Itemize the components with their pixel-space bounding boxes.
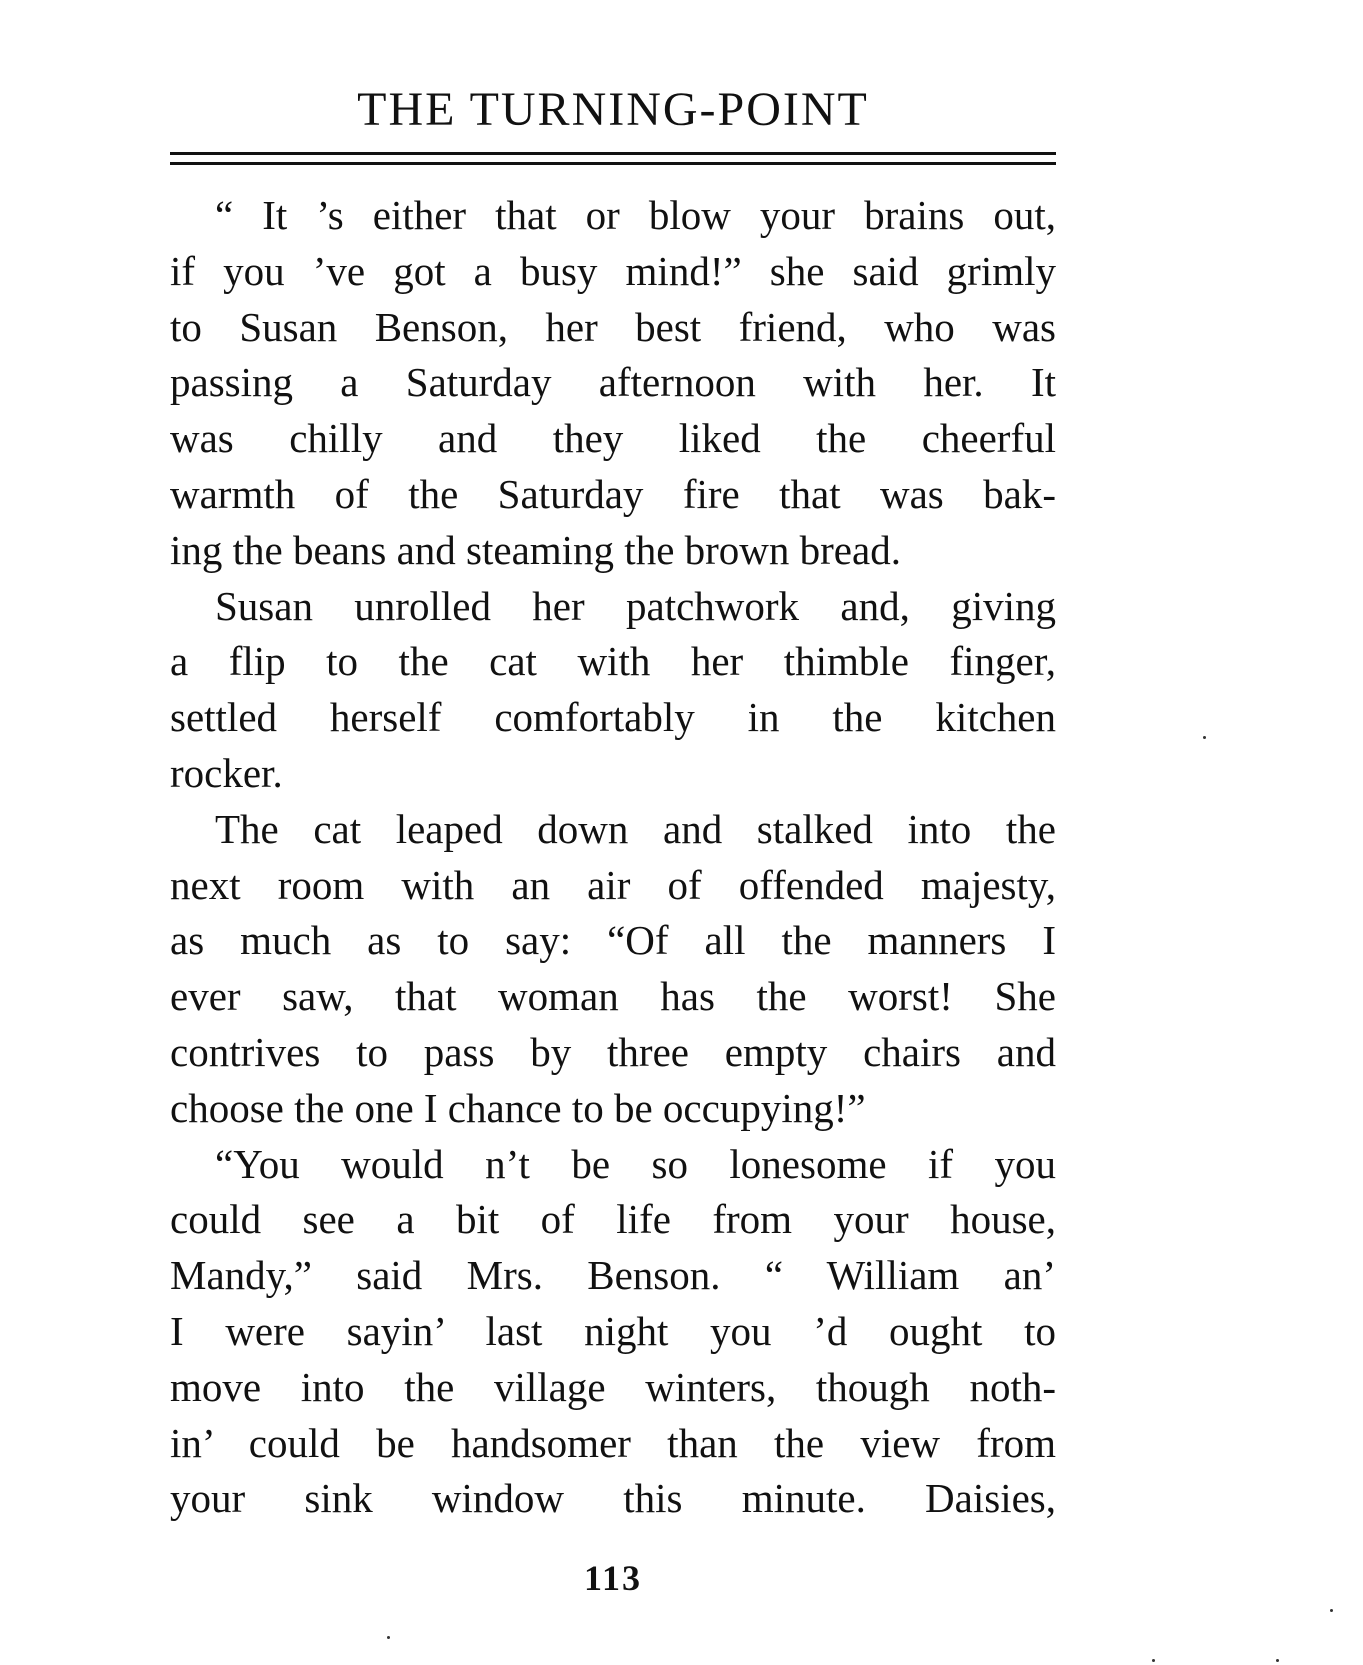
text-line: Mandy,” said Mrs. Benson. “ William an’: [170, 1252, 1056, 1299]
text-line: as much as to say: “Of all the manners I: [170, 917, 1056, 964]
text-line: passing a Saturday afternoon with her. It: [170, 359, 1056, 406]
text-line: your sink window this minute. Daisies,: [170, 1475, 1056, 1522]
scan-speck: [1152, 1659, 1155, 1662]
text-line: to Susan Benson, her best friend, who was: [170, 303, 1056, 350]
text-line: a flip to the cat with her thimble finger,: [170, 638, 1056, 685]
text-line: contrives to pass by three empty chairs and: [170, 1028, 1056, 1075]
text-line: ing the beans and steaming the brown bread.: [170, 526, 901, 573]
text-line: “You would n’t be so lonesome if you: [215, 1140, 1056, 1187]
text-line: could see a bit of life from your house,: [170, 1196, 1056, 1243]
header-rule-top: [170, 152, 1056, 155]
text-line: ever saw, that woman has the worst! She: [170, 973, 1056, 1020]
text-line: The cat leaped down and stalked into the: [215, 805, 1056, 852]
header-rule-bottom: [170, 162, 1056, 165]
text-line: was chilly and they liked the cheerful: [170, 415, 1056, 462]
text-line: rocker.: [170, 749, 283, 796]
scan-speck: [387, 1636, 390, 1639]
text-line: move into the village winters, though noth-: [170, 1363, 1056, 1410]
text-line: settled herself comfortably in the kitchen: [170, 694, 1056, 741]
page-number: 113: [583, 1558, 642, 1598]
running-head: THE TURNING-POINT: [357, 83, 869, 136]
text-line: if you ’ve got a busy mind!” she said grimly: [170, 247, 1056, 294]
text-line: choose the one I chance to be occupying!”: [170, 1084, 866, 1131]
text-line: in’ could be handsomer than the view from: [170, 1419, 1056, 1466]
text-line: Susan unrolled her patchwork and, giving: [215, 582, 1056, 629]
text-line: “ It ’s either that or blow your brains out,: [215, 192, 1056, 238]
text-line: I were sayin’ last night you ’d ought to: [170, 1307, 1056, 1354]
body-text: [170, 188, 1056, 1527]
scan-speck: [1203, 736, 1206, 739]
text-line: next room with an air of offended majesty,: [170, 861, 1056, 908]
scan-speck: [1276, 1659, 1279, 1662]
scan-speck: [1330, 1609, 1333, 1612]
text-line: warmth of the Saturday fire that was bak-: [170, 470, 1056, 517]
